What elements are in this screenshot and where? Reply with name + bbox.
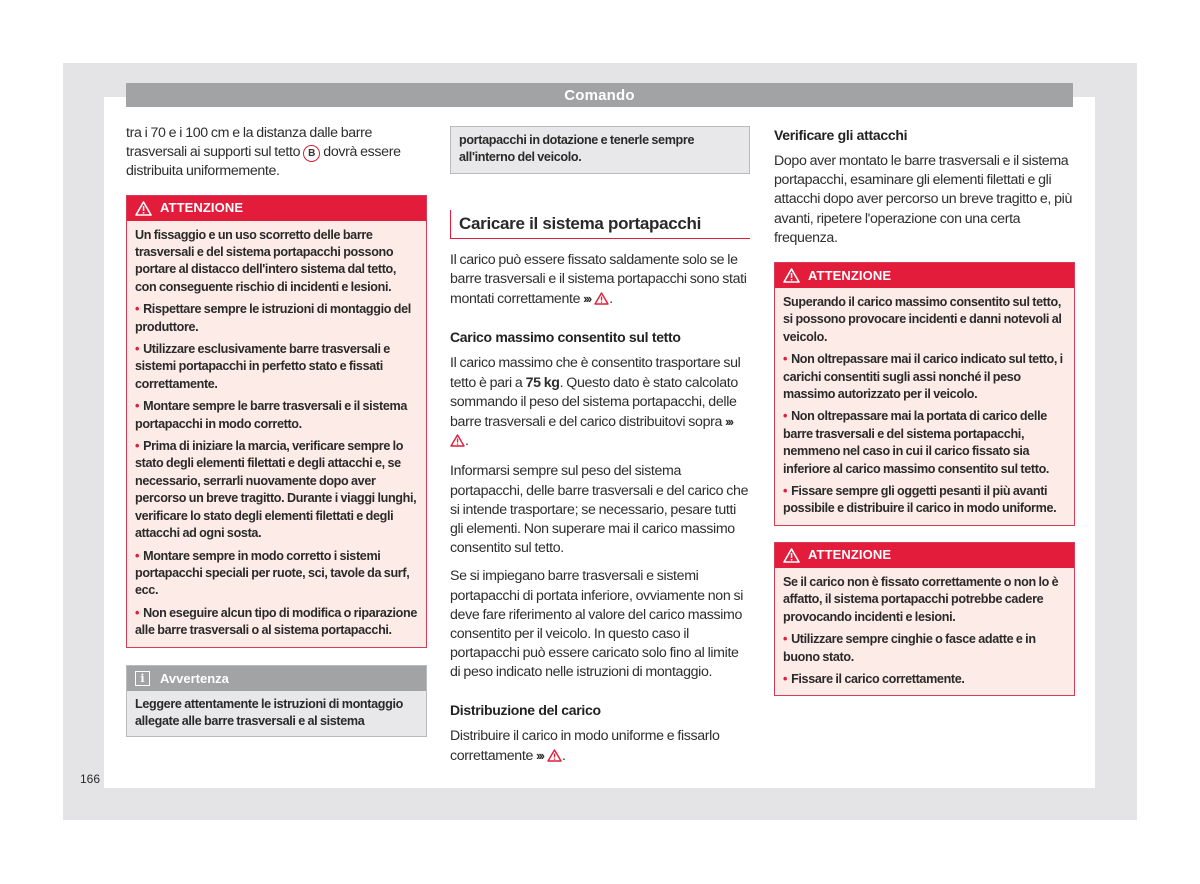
weight-info-paragraph: Informarsi sempre sul peso del sistema portapacchi, delle barre trasversali e del carico che si intende trasportare; se necessario, pesare tutti gli elementi. Non superare mai il carico massimo consentito sul tetto. [450, 463, 749, 557]
warning-triangle-icon [135, 201, 152, 216]
warning-bullet: • Montare sempre le barre trasversali e il sistema portapacchi in modo corretto. [135, 399, 407, 431]
note-header [127, 666, 426, 691]
warning-header [775, 543, 1074, 568]
cross-reference-icon[interactable]: ››› [535, 747, 543, 763]
subsection-title: Verificare gli attacchi [774, 127, 908, 143]
warning-lead: Superando il carico massimo consentito sul tetto, si possono provocare incidenti e danni notevoli al veicolo. [783, 295, 1062, 344]
section-title: Caricare il sistema portapacchi [450, 210, 750, 239]
warning-triangle-icon [783, 548, 800, 563]
chapter-header: Comando [126, 83, 1073, 107]
warning-box [774, 542, 1075, 696]
subsection-title: Distribuzione del carico [450, 701, 601, 718]
warning-bullet: • Rispettare sempre le istruzioni di montaggio del produttore. [135, 302, 411, 334]
warning-title: ATTENZIONE [160, 200, 244, 216]
warning-triangle-icon[interactable] [547, 749, 562, 768]
page-number: 166 [80, 772, 101, 786]
warning-triangle-icon [783, 268, 800, 283]
warning-box [774, 262, 1075, 526]
column-1 [126, 124, 427, 737]
warning-bullet: • Non oltrepassare mai la portata di carico delle barre trasversali e del sistema portapacchi, nemmeno nel caso in cui il carico fissato sia inferiore al carico massimo consentito sul tetto. [783, 409, 1050, 476]
warning-bullet: • Utilizzare sempre cinghie o fasce adatte e in buono stato. [783, 632, 1036, 664]
column-2 [450, 126, 750, 768]
max-load-value: 75 kg [525, 374, 560, 391]
warning-title: ATTENZIONE [808, 547, 892, 563]
section-intro: Il carico può essere fissato saldamente solo se le barre trasversali e il sistema portapacchi sono stati montati correttamente ››› . [450, 251, 750, 312]
note-text: Leggere attentamente le istruzioni di montaggio allegate alle barre trasversali e al sistema [135, 696, 403, 728]
warning-header [775, 263, 1074, 288]
warning-title: ATTENZIONE [808, 267, 892, 283]
note-continued-text: portapacchi in dotazione e tenerle sempre all'interno del veicolo. [459, 133, 695, 165]
warning-lead: Un fissaggio e un uso scorretto delle barre trasversali e del sistema portapacchi possono portare al distacco dell'intero sistema dal tetto, con conseguente rischio di incidenti e lesioni. [135, 227, 397, 294]
info-icon: i [135, 671, 150, 686]
warning-bullet: • Fissare sempre gli oggetti pesanti il più avanti possibile e distribuire il carico in modo uniforme. [783, 484, 1057, 516]
warning-bullet: • Non eseguire alcun tipo di modifica o riparazione alle barre trasversali o al sistema portapacchi. [135, 605, 418, 638]
check-attachments-paragraph: Dopo aver montato le barre trasversali e il sistema portapacchi, esaminare gli elementi filettati e gli attacchi dopo aver percorso un breve tragitto e, più avanti, ripetere l'operazione con una certa frequenza. [774, 153, 1072, 246]
warning-bullet: • Montare sempre in modo corretto i sistemi portapacchi speciali per ruote, sci, tavole da surf, ecc. [135, 548, 410, 598]
note-box [126, 665, 427, 738]
warning-triangle-icon[interactable] [594, 292, 609, 311]
intro-paragraph: tra i 70 e i 100 cm e la distanza dalle barre trasversali ai supporti sul tetto B dovrà essere distribuita uniformemente. [126, 125, 401, 180]
warning-bullet: • Fissare il carico correttamente. [783, 671, 965, 686]
callout-marker-b: B [303, 145, 320, 162]
warning-bullet: • Prima di iniziare la marcia, verificare sempre lo stato degli elementi filettati e degli attacchi e, se necessario, serrarli nuovamente dopo aver percorso un breve tragitto. Durante i viaggi lunghi, verificare lo stato degli elementi filettati e degli attacchi ad ogni sosta. [135, 439, 417, 541]
warning-bullet: • Non oltrepassare mai il carico indicato sul tetto, i carichi consentiti sugli assi nonché il peso massimo autorizzato per il veicolo. [783, 352, 1063, 402]
note-box-continued [450, 126, 750, 174]
max-load-paragraph: Il carico massimo che è consentito trasportare sul tetto è pari a 75 kg. Questo dato è stato calcolato sommando il peso del sistema portapacchi, delle barre trasversali e del carico distribuitovi sopra ›››. [450, 354, 750, 453]
distribution-paragraph: Distribuire il carico in modo uniforme e fissarlo correttamente ››› . [450, 727, 750, 768]
warning-bullet: • Utilizzare esclusivamente barre trasversali e sistemi portapacchi in perfetto stato e fissati correttamente. [135, 342, 390, 391]
subsection-title: Carico massimo consentito sul tetto [450, 329, 681, 346]
warning-lead: Se il carico non è fissato correttamente o non lo è affatto, il sistema portapacchi potrebbe cadere provocando incidenti e lesioni. [783, 574, 1059, 624]
warning-header [127, 196, 426, 221]
warning-triangle-icon[interactable] [450, 434, 465, 453]
cross-reference-icon[interactable]: ››› [725, 414, 733, 430]
column-3 [774, 126, 1075, 696]
warning-box [126, 195, 427, 648]
cross-reference-icon[interactable]: ››› [583, 291, 591, 307]
note-title: Avvertenza [160, 670, 229, 686]
lower-capacity-paragraph: Se si impiegano barre trasversali e sistemi portapacchi di portata inferiore, ovviamente non si deve fare riferimento al valore del carico massimo consentito per il veicolo. In questo caso il portapacchi può essere caricato solo fino al limite di peso indicato nelle istruzioni di montaggio. [450, 568, 744, 681]
